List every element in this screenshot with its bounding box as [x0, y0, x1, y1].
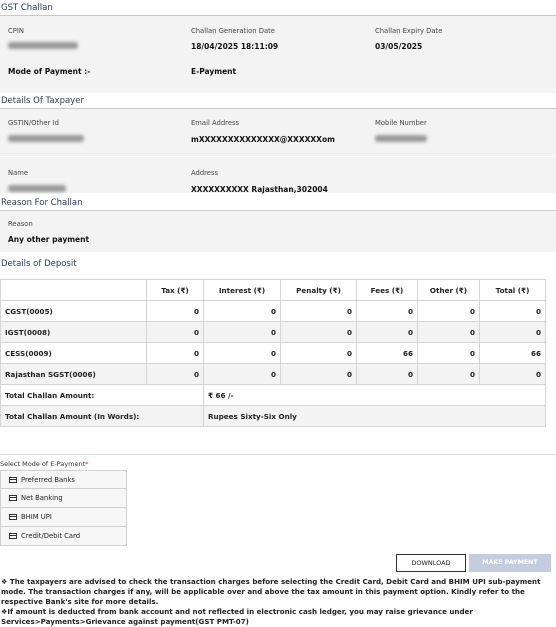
cell-penalty: 0 — [281, 322, 357, 343]
cell-tax: 0 — [147, 301, 204, 322]
email-label: Email Address — [191, 119, 240, 127]
mobile-label: Mobile Number — [375, 119, 427, 127]
option-credit-debit-card[interactable] — [0, 527, 127, 546]
epayment-mode-list — [0, 470, 127, 546]
table-row — [1, 301, 546, 322]
gst-challan-title: GST Challan — [0, 0, 556, 16]
header-penalty: Penalty (₹) — [281, 280, 357, 301]
cell-penalty: 0 — [281, 364, 357, 385]
gen-date-value: 18/04/2025 18:11:09 — [191, 42, 279, 51]
epayment-label — [0, 460, 88, 468]
address-value: XXXXXXXXXX Rajasthan,302004 — [191, 185, 328, 194]
cell-interest: 0 — [204, 301, 281, 322]
deposit-table — [0, 279, 546, 427]
taxpayer-title: Details Of Taxpayer — [0, 93, 556, 109]
mode-of-payment-value: E-Payment — [191, 67, 237, 76]
bank-icon — [9, 477, 17, 483]
option-preferred-banks[interactable] — [0, 470, 127, 489]
mode-of-payment-label: Mode of Payment :- — [8, 67, 91, 76]
header-blank — [1, 280, 147, 301]
option-label: Preferred Banks — [21, 475, 75, 484]
notes — [1, 577, 549, 627]
row-name: CESS(0009) — [1, 343, 147, 364]
total-amount-row — [1, 385, 546, 406]
header-fees: Fees (₹) — [357, 280, 418, 301]
taxpayer-section — [0, 93, 556, 193]
cell-tax: 0 — [147, 322, 204, 343]
epayment-label-text: Select Mode of E-Payment — [0, 460, 86, 468]
expiry-date-value: 03/05/2025 — [375, 42, 423, 51]
cpin-label: CPIN — [8, 27, 24, 35]
cell-fees: 66 — [357, 343, 418, 364]
mobile-value-redacted — [375, 135, 427, 142]
header-tax: Tax (₹) — [147, 280, 204, 301]
option-net-banking[interactable] — [0, 489, 127, 508]
total-words-value: Rupees Sixty-Six Only — [204, 406, 546, 427]
card-icon — [9, 533, 17, 539]
cell-other: 0 — [418, 301, 480, 322]
cell-fees: 0 — [357, 301, 418, 322]
row-name: IGST(0008) — [1, 322, 147, 343]
option-bhim-upi[interactable] — [0, 508, 127, 527]
cell-interest: 0 — [204, 364, 281, 385]
cell-tax: 0 — [147, 364, 204, 385]
row-name: Rajasthan SGST(0006) — [1, 364, 147, 385]
address-label: Address — [191, 169, 219, 177]
info-icon: ❖ — [1, 607, 8, 616]
header-total: Total (₹) — [480, 280, 546, 301]
header-interest: Interest (₹) — [204, 280, 281, 301]
note-grievance — [1, 607, 549, 627]
deposit-title: Details of Deposit — [1, 259, 77, 269]
expiry-date-label: Challan Expiry Date — [375, 27, 443, 35]
total-words-label: Total Challan Amount (In Words): — [1, 406, 204, 427]
table-row — [1, 364, 546, 385]
option-label: Net Banking — [21, 494, 63, 502]
note2-text: If amount is deducted from bank account and not reflected in electronic cash ledger, you may raise grievance under Services>Payments>Grievance against payment(GST PMT-07) — [1, 607, 473, 626]
cell-other: 0 — [418, 343, 480, 364]
gst-challan-section — [0, 0, 556, 93]
header-other: Other (₹) — [418, 280, 480, 301]
name-label: Name — [8, 169, 29, 177]
note-transaction-charges — [1, 577, 549, 607]
cell-interest: 0 — [204, 343, 281, 364]
gen-date-label: Challan Generation Date — [191, 27, 275, 35]
option-label: Credit/Debit Card — [21, 532, 81, 540]
cell-total: 0 — [480, 364, 546, 385]
total-words-row — [1, 406, 546, 427]
cell-total: 0 — [480, 322, 546, 343]
reason-value: Any other payment — [8, 235, 90, 244]
cell-interest: 0 — [204, 322, 281, 343]
cell-fees: 0 — [357, 364, 418, 385]
reason-section — [0, 195, 556, 252]
cell-penalty: 0 — [281, 301, 357, 322]
required-mark: * — [85, 460, 89, 468]
deposit-header-row — [1, 280, 546, 301]
info-icon: ❖ — [1, 577, 8, 586]
total-amount-label: Total Challan Amount: — [1, 385, 204, 406]
option-label: BHIM UPI — [21, 513, 52, 521]
cell-total: 66 — [480, 343, 546, 364]
make-payment-button[interactable]: MAKE PAYMENT — [469, 554, 551, 572]
reason-title: Reason For Challan — [0, 195, 556, 211]
cpin-value-redacted — [8, 42, 78, 49]
name-value-redacted — [8, 185, 66, 192]
row-name: CGST(0005) — [1, 301, 147, 322]
download-button[interactable]: DOWNLOAD — [396, 554, 466, 572]
table-row — [1, 343, 546, 364]
gstin-value-redacted — [8, 135, 84, 142]
cell-other: 0 — [418, 364, 480, 385]
cell-fees: 0 — [357, 322, 418, 343]
reason-label: Reason — [8, 220, 33, 228]
bank-icon — [9, 495, 17, 501]
gstin-label: GSTIN/Other Id — [8, 119, 59, 127]
cell-tax: 0 — [147, 343, 204, 364]
upi-icon — [9, 514, 17, 520]
table-row — [1, 322, 546, 343]
email-value: mXXXXXXXXXXXXXX@XXXXXXom — [191, 135, 335, 144]
total-amount-value: ₹ 66 /- — [204, 385, 546, 406]
note1-text: The taxpayers are advised to check the transaction charges before selecting the Credit Card, Debit Card and BHIM UPI sub-payment mode. The transaction charges if any, will be applicable over and above the tax amount in this payment option. Kindly refer to the respective Bank's site for more details. — [1, 577, 541, 606]
cell-other: 0 — [418, 322, 480, 343]
cell-penalty: 0 — [281, 343, 357, 364]
deposit-section — [0, 256, 556, 427]
cell-total: 0 — [480, 301, 546, 322]
